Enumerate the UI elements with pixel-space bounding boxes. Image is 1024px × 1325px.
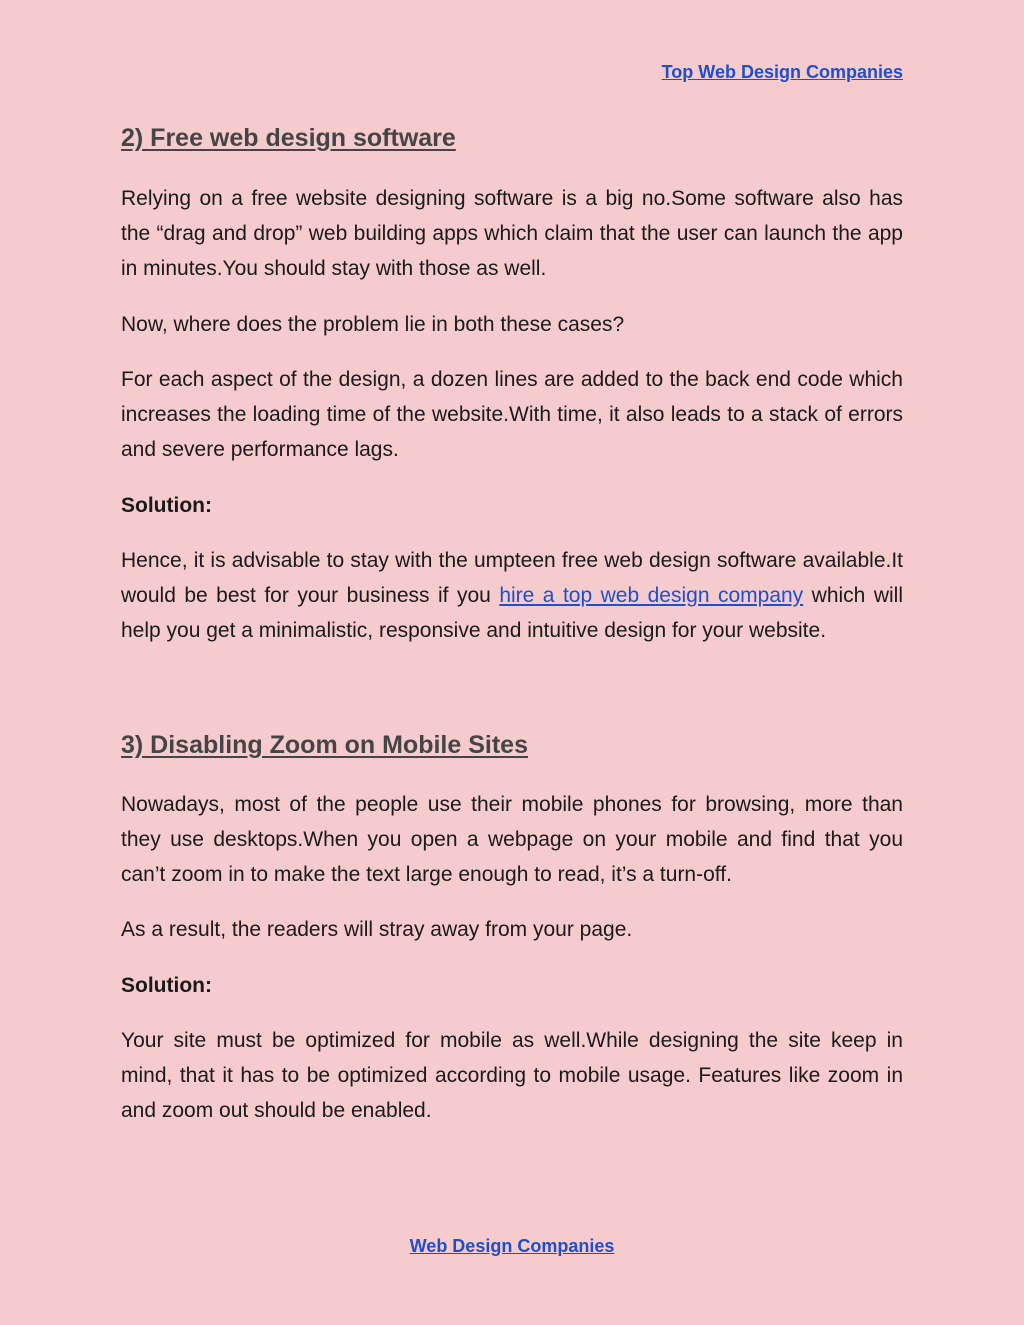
section-2-heading: 2) Free web design software [121, 124, 456, 152]
section-2-paragraph-2: Now, where does the problem lie in both these cases? [121, 313, 625, 336]
section-2-paragraph-4 [121, 543, 903, 648]
section-3-heading: 3) Disabling Zoom on Mobile Sites [121, 731, 528, 759]
section-2-paragraph-4-block [121, 543, 903, 648]
section-2-paragraph-3-block [121, 362, 903, 467]
section-2-solution-block [121, 488, 903, 523]
web-design-companies-link[interactable]: Web Design Companies [409, 1236, 615, 1256]
section-3-solution-block [121, 968, 903, 1003]
section-3 [121, 729, 903, 761]
hire-top-web-design-company-link[interactable]: hire a top web design company [499, 584, 804, 607]
document-page [121, 0, 903, 1325]
section-2-paragraph-1-block [121, 181, 903, 286]
section-3-solution-label: Solution: [121, 974, 212, 997]
section-2-paragraph-2-block [121, 307, 903, 342]
section-3-paragraph-1-block [121, 787, 903, 892]
section-2-paragraph-3: For each aspect of the design, a dozen lines are added to the back end code which increases the loading time of the website.With time, it also leads to a stack of errors and severe performance lags. [121, 368, 903, 461]
section-2-paragraph-1: Relying on a free website designing software is a big no.Some software also has the “drag and drop” web building apps which claim that the user can launch the app in minutes.You should stay with those as well. [121, 187, 903, 280]
section-3-paragraph-2: As a result, the readers will stray away from your page. [121, 918, 633, 941]
section-3-paragraph-3: Your site must be optimized for mobile as well.While designing the site keep in mind, that it has to be optimized according to mobile usage. Features like zoom in and zoom out should be enabled. [121, 1029, 903, 1122]
section-2-paragraph-4-before: Hence, it is advisable to stay with the umpteen free web design software available.It would be best for your business if you [121, 549, 903, 607]
section-3-paragraph-2-block [121, 912, 903, 947]
section-2 [121, 122, 903, 154]
section-3-paragraph-3-block [121, 1023, 903, 1128]
section-2-solution-label: Solution: [121, 494, 212, 517]
section-2-paragraph-4-after: which will help you get a minimalistic, responsive and intuitive design for your website. [121, 584, 903, 642]
top-web-design-companies-link[interactable]: Top Web Design Companies [661, 62, 903, 82]
section-3-paragraph-1: Nowadays, most of the people use their mobile phones for browsing, more than they use desktops.When you open a webpage on your mobile and find that you can’t zoom in to make the text large enough to read, it’s a turn-off. [121, 793, 903, 886]
footer [121, 1236, 903, 1257]
